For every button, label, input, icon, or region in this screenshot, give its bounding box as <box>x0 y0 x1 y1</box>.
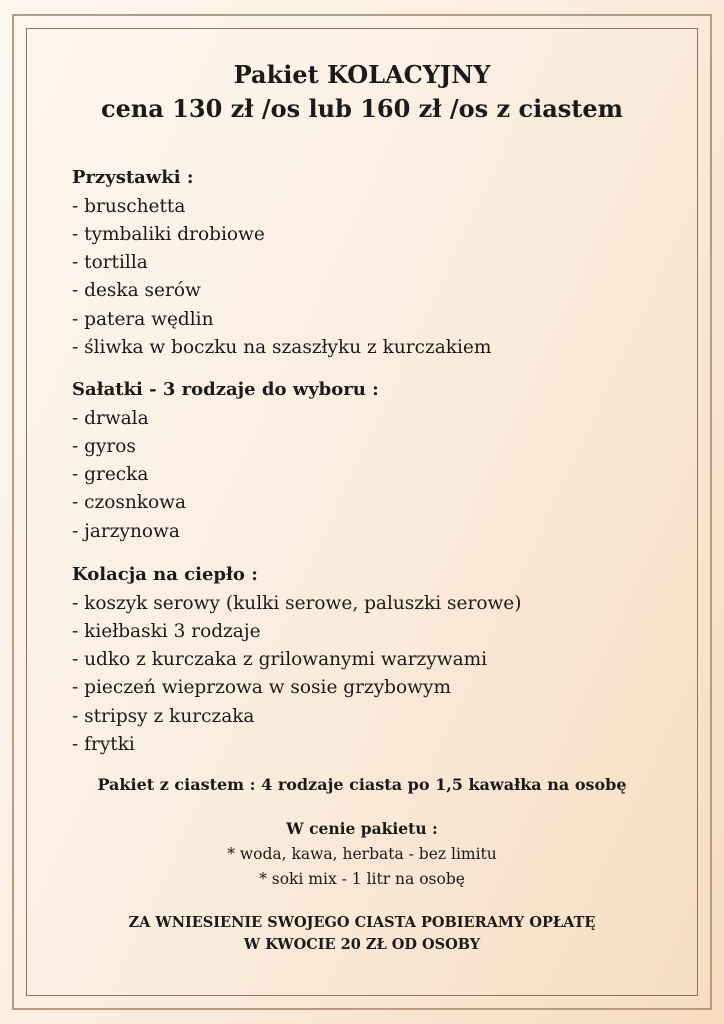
list-item: - pieczeń wieprzowa w sosie grzybowym <box>72 677 451 699</box>
list-item: - kiełbaski 3 rodzaje <box>72 620 261 642</box>
included-item: * soki mix - 1 litr na osobę <box>259 870 465 888</box>
section-hot-dinner <box>72 561 672 759</box>
list-item: - gyros <box>72 435 136 457</box>
list-item: - grecka <box>72 464 149 486</box>
list-item: - koszyk serowy (kulki serowe, paluszki serowe) <box>72 592 522 614</box>
list-item: - patera wędlin <box>72 308 214 330</box>
list-item: - udko z kurczaka z grilowanymi warzywami <box>72 649 488 671</box>
appetizer-list <box>72 193 672 363</box>
cake-fee-notice-amount: W KWOCIE 20 ZŁ OD OSOBY <box>243 936 481 953</box>
package-title: Pakiet KOLACYJNY <box>233 60 491 89</box>
list-item: - tortilla <box>72 252 148 274</box>
salad-list <box>72 405 672 546</box>
included-item: * woda, kawa, herbata - bez limitu <box>227 845 497 863</box>
included-heading: W cenie pakietu : <box>286 819 438 838</box>
package-price: cena 130 zł /os lub 160 zł /os z ciastem <box>100 94 624 123</box>
list-item: - bruschetta <box>72 195 186 217</box>
cake-package-line: Pakiet z ciastem : 4 rodzaje ciasta po 1,5 kawałka na osobę <box>97 775 627 794</box>
section-salads <box>72 376 672 546</box>
list-item: - drwala <box>72 407 149 429</box>
list-item: - jarzynowa <box>72 520 180 542</box>
list-item: - śliwka w boczku na szaszłyku z kurczakiem <box>72 336 492 358</box>
section-appetizers <box>72 164 672 362</box>
list-item: - frytki <box>72 733 135 755</box>
cake-fee-notice: ZA WNIESIENIE SWOJEGO CIASTA POBIERAMY OPŁATĘ <box>128 914 596 931</box>
list-item: - deska serów <box>72 280 201 302</box>
section-heading: Przystawki : <box>72 167 194 188</box>
list-item: - czosnkowa <box>72 492 186 514</box>
list-item: - stripsy z kurczaka <box>72 705 255 727</box>
section-heading: Sałatki - 3 rodzaje do wyboru : <box>72 379 379 400</box>
list-item: - tymbaliki drobiowe <box>72 223 265 245</box>
hot-dinner-list <box>72 590 672 760</box>
section-heading: Kolacja na ciepło : <box>72 564 258 585</box>
